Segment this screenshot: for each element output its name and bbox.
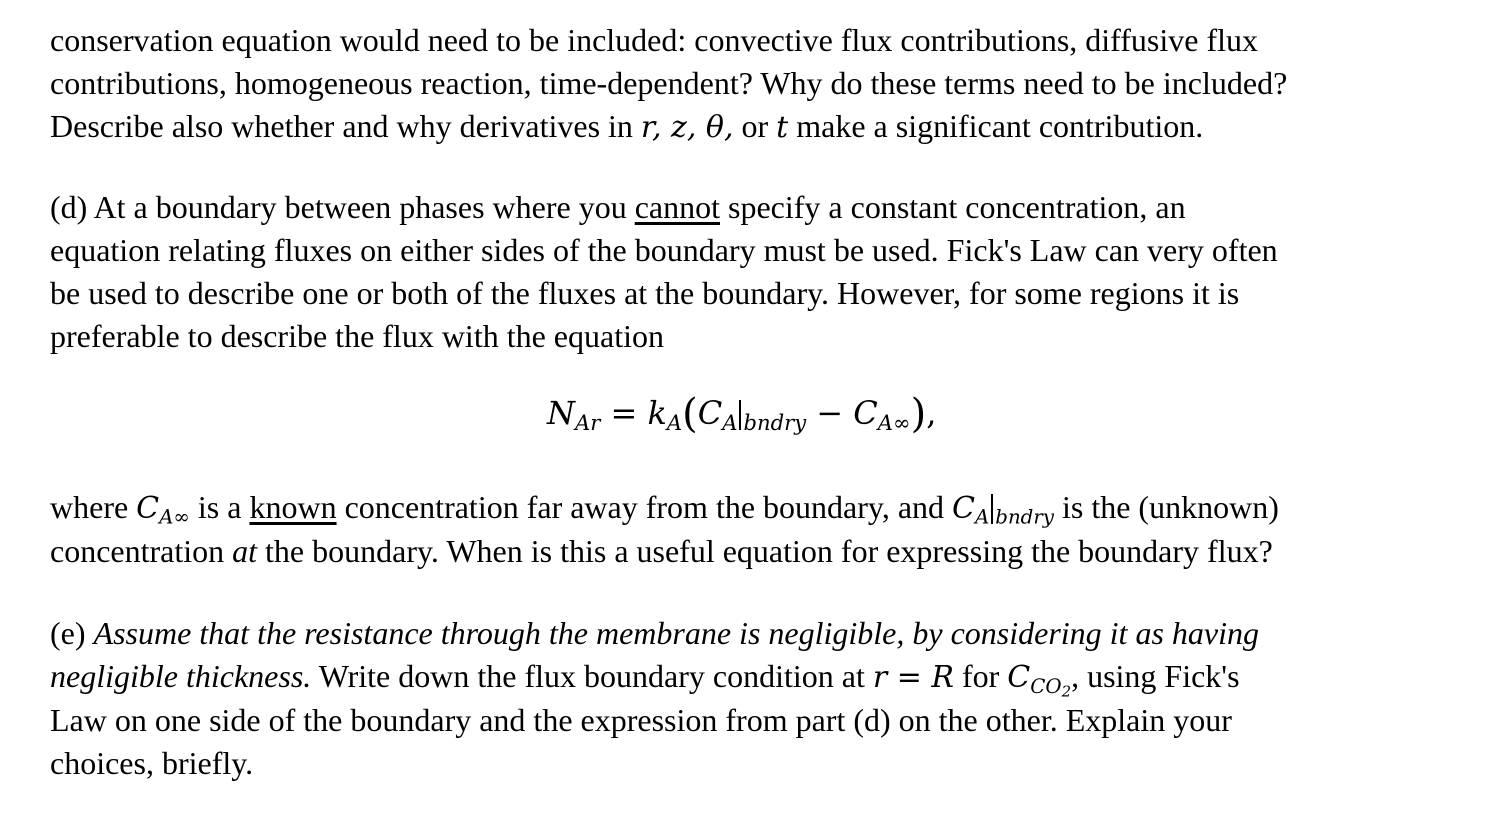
evaluation-bar [739, 400, 741, 430]
text-line: equation relating fluxes on either sides of the boundary must be used. Fick's Law can very often [50, 232, 1278, 268]
text-line: be used to describe one or both of the fluxes at the boundary. However, for some regions it is [50, 275, 1240, 311]
text-line: choices, briefly. [50, 745, 254, 781]
math-boundary-position: r = R [872, 660, 954, 695]
math-time-variable: t [776, 110, 789, 145]
underlined-cannot: cannot [634, 189, 720, 225]
paragraph-part-d [50, 186, 1278, 358]
text-line: (e) Assume that the resistance through the membrane is negligible, by considering it as having [50, 615, 1259, 651]
text-line: conservation equation would need to be included: convective flux contributions, diffusive flux [50, 22, 1258, 58]
text-line: Describe also whether and why derivatives in r, z, θ, or t make a significant contribution. [50, 108, 1204, 145]
text-line: (d) At a boundary between phases where you cannot specify a constant concentration, an [50, 189, 1186, 225]
text-line: negligible thickness. Write down the flux boundary condition at r = R for $C_{CO2}$, using Fick's [50, 658, 1240, 701]
paragraph-where [50, 486, 1279, 573]
text-line: concentration at the boundary. When is this a useful equation for expressing the boundary flux? [50, 533, 1273, 569]
paragraph-part-e [50, 612, 1259, 785]
evaluation-bar [991, 494, 993, 524]
paragraph-part-c [50, 19, 1287, 149]
underlined-known: known [249, 489, 337, 525]
text-line: contributions, homogeneous reaction, time-dependent? Why do these terms need to be included? [50, 65, 1288, 101]
text-line: preferable to describe the flux with the equation [50, 318, 664, 354]
math-variables: r, z, θ, [640, 110, 734, 145]
text-line: where $C_{A\infty}$ is a known concentration far away from the boundary, and $C_A$ $_{bndry}$ is the (unknown) [50, 489, 1279, 529]
text-line: Law on one side of the boundary and the expression from part (d) on the other. Explain your [50, 702, 1232, 738]
flux-equation: $N_{Ar} = k_A(C_A$ $_{bndry} - C_{A\infty}$), [547, 391, 937, 437]
